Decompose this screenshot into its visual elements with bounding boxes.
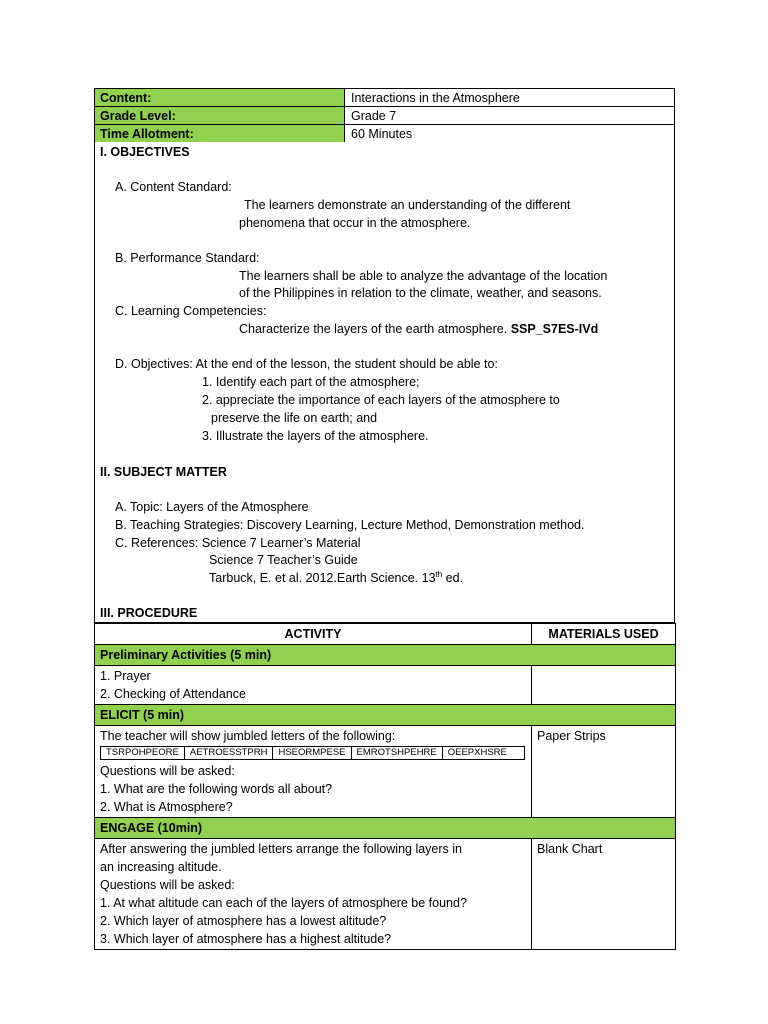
content-standard-text: phenomena that occur in the atmosphere. — [239, 216, 471, 230]
objective-item: 2. appreciate the importance of each layers of the atmosphere to — [202, 393, 560, 407]
header-row-grade — [94, 106, 675, 124]
engage-line: 3. Which layer of atmosphere has a highest altitude? — [100, 932, 392, 946]
engage-line: an increasing altitude. — [100, 860, 222, 874]
jumbled-word: HSEORMPESE — [273, 747, 351, 759]
engage-line: Questions will be asked: — [100, 878, 235, 892]
jumbled-word: OEEPXHSRE — [447, 747, 507, 758]
prelim-activity-cell — [95, 666, 532, 705]
reference-superscript: th — [435, 569, 443, 579]
header-value: Grade 7 — [351, 109, 397, 123]
performance-standard-text: of the Philippines in relation to the climate, weather, and seasons. — [239, 286, 602, 300]
procedure-heading: III. PROCEDURE — [100, 606, 198, 620]
objectives-heading: I. OBJECTIVES — [100, 145, 190, 159]
elicit-title-row — [95, 705, 676, 726]
competency-code: SSP_S7ES-IVd — [510, 322, 599, 336]
header-label: Grade Level: — [95, 107, 345, 124]
header-row-content — [94, 88, 675, 106]
header-label: Content: — [95, 89, 345, 106]
references-line: C. References: Science 7 Learner’s Material — [115, 536, 361, 550]
objective-item: preserve the life on earth; and — [211, 411, 378, 425]
header-label: Time Allotment: — [95, 125, 345, 142]
objectives-block — [94, 142, 675, 623]
content-standard-text: The learners demonstrate an understanding of the different — [244, 198, 571, 212]
header-value: 60 Minutes — [351, 127, 413, 141]
references-line: Science 7 Teacher’s Guide — [209, 553, 358, 567]
objective-item: 1. Identify each part of the atmosphere; — [202, 375, 420, 389]
elicit-row — [95, 726, 676, 818]
materials-column-header: MATERIALS USED — [532, 624, 676, 645]
strategies-line: B. Teaching Strategies: Discovery Learning, Lecture Method, Demonstration method. — [115, 518, 585, 532]
elicit-line: 1. What are the following words all about? — [100, 782, 333, 796]
prelim-title: Preliminary Activities (5 min) — [95, 645, 676, 666]
header-value: Interactions in the Atmosphere — [351, 91, 520, 105]
learning-competencies-text — [239, 321, 598, 337]
competency-text: Characterize the layers of the earth atmosphere. — [239, 322, 508, 336]
subject-matter-heading: II. SUBJECT MATTER — [100, 465, 227, 479]
procedure-table — [94, 623, 676, 950]
engage-activity-cell — [95, 839, 532, 950]
jumbled-words-strip — [100, 746, 525, 760]
prelim-materials-cell — [532, 666, 676, 705]
engage-row — [95, 839, 676, 950]
engage-title-row — [95, 818, 676, 839]
prelim-title-row — [95, 645, 676, 666]
performance-standard-label: B. Performance Standard: — [115, 251, 260, 265]
engage-materials-cell: Blank Chart — [532, 839, 676, 950]
jumbled-word: EMROTSHPEHRE — [352, 747, 443, 759]
performance-standard-text: The learners shall be able to analyze the advantage of the location — [239, 269, 608, 283]
objectives-label: D. Objectives: At the end of the lesson, the student should be able to: — [115, 357, 498, 371]
list-item: 1. Prayer — [100, 669, 151, 683]
topic-line: A. Topic: Layers of the Atmosphere — [115, 500, 309, 514]
jumbled-word: AETROESSTPRH — [185, 747, 274, 759]
learning-competencies-label: C. Learning Competencies: — [115, 304, 267, 318]
reference-text: Tarbuck, E. et al. 2012.Earth Science. 13 — [209, 571, 436, 585]
elicit-activity-cell — [95, 726, 532, 818]
engage-title: ENGAGE (10min) — [95, 818, 676, 839]
engage-line: 1. At what altitude can each of the layers of atmosphere be found? — [100, 896, 467, 910]
elicit-line: Questions will be asked: — [100, 764, 235, 778]
elicit-intro: The teacher will show jumbled letters of the following: — [100, 729, 396, 743]
reference-text: ed. — [442, 571, 464, 585]
engage-line: 2. Which layer of atmosphere has a lowest altitude? — [100, 914, 387, 928]
elicit-line: 2. What is Atmosphere? — [100, 800, 233, 814]
objective-item: 3. Illustrate the layers of the atmosphere. — [202, 429, 429, 443]
content-standard-label: A. Content Standard: — [115, 180, 232, 194]
list-item: 2. Checking of Attendance — [100, 687, 246, 701]
procedure-header-row — [95, 624, 676, 645]
prelim-row — [95, 666, 676, 705]
elicit-title: ELICIT (5 min) — [95, 705, 676, 726]
activity-column-header: ACTIVITY — [95, 624, 532, 645]
engage-line: After answering the jumbled letters arrange the following layers in — [100, 842, 462, 856]
header-row-time — [94, 124, 675, 142]
elicit-materials-cell: Paper Strips — [532, 726, 676, 818]
references-line — [209, 570, 463, 586]
jumbled-word: TSRPOHPEORE — [101, 747, 185, 759]
lesson-plan-page — [94, 88, 675, 950]
